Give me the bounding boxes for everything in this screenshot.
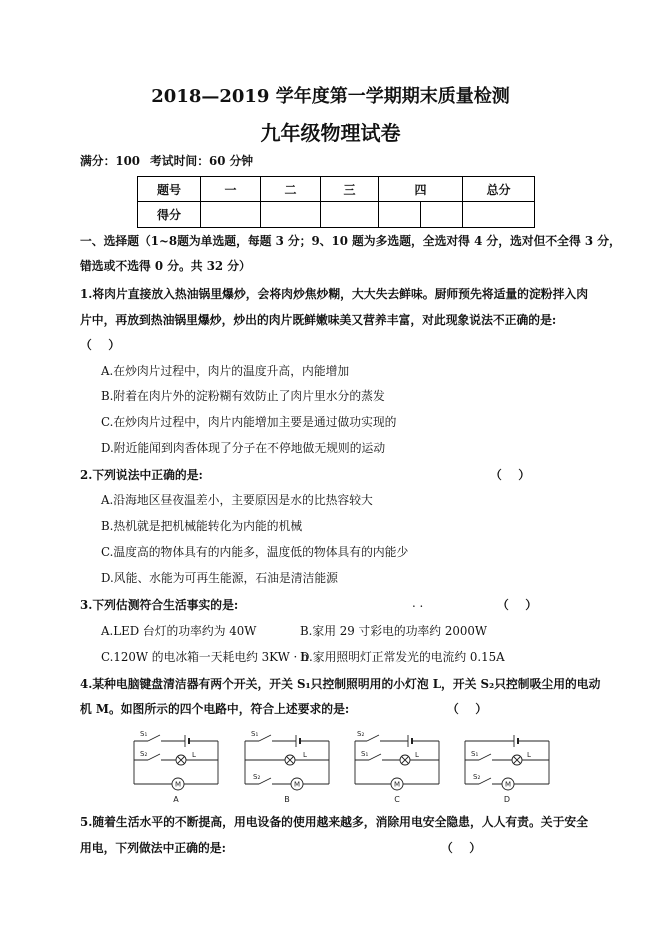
lamp-label: L <box>415 751 419 759</box>
answer-blank: （ ） <box>441 841 482 855</box>
score-table-header-cell: 二 <box>261 177 321 202</box>
lamp-label: L <box>192 751 196 759</box>
motor-label: M <box>293 780 301 789</box>
lamp-label: L <box>303 751 307 759</box>
answer-blank: （ ） <box>497 598 538 612</box>
switch-label: S₂ <box>253 773 261 781</box>
circuit-diagram-b <box>241 726 333 806</box>
circuit-wire <box>355 741 439 784</box>
option-b: B.家用 29 寸彩电的功率约 2000W <box>300 624 487 638</box>
score-cell <box>421 202 463 228</box>
score-cell <box>379 202 421 228</box>
question-3-stem: 3.下列估测符合生活事实的是: <box>80 598 239 612</box>
answer-blank: （ ） <box>80 338 121 352</box>
question-2-stem: 2.下列说法中正确的是: <box>80 468 203 482</box>
switch-label: S₁ <box>361 750 369 758</box>
switch-label: S₂ <box>473 773 481 781</box>
score-cell <box>321 202 379 228</box>
option-d: D.附近能闻到肉香体现了分子在不停地做无规则的运动 <box>101 441 386 455</box>
switch-label: S₂ <box>140 750 148 758</box>
section-heading: 一、选择题（1~8题为单选题，每题 3 分；9、10 题为多选题，全选对得 4 分，选对但不全得 3 分， <box>80 234 621 248</box>
score-table <box>137 176 535 228</box>
score-cell <box>463 202 535 228</box>
question-4-stem: 机 M。如图所示的四个电路中，符合上述要求的是: <box>80 702 350 716</box>
stray-mark: . . <box>412 596 424 610</box>
option-c: C.在炒肉片过程中，肉片内能增加主要是通过做功实现的 <box>101 415 397 429</box>
motor-label: M <box>174 780 182 789</box>
score-table-header-cell: 四 <box>379 177 463 202</box>
option-c: C.120W 的电冰箱一天耗电约 3KW · h <box>101 650 309 664</box>
question-1-stem: 1.将肉片直接放入热油锅里爆炒，会将肉炒焦炒糊，大大失去鲜味。厨师预先将适量的淀粉拌入肉 <box>80 287 588 301</box>
option-c: C.温度高的物体具有的内能多，温度低的物体具有的内能少 <box>101 545 409 559</box>
score-table-score-row <box>138 202 535 228</box>
motor-label: M <box>504 780 512 789</box>
score-table-header-cell: 一 <box>201 177 261 202</box>
option-a: A.沿海地区昼夜温差小，主要原因是水的比热容较大 <box>101 493 373 507</box>
answer-blank: （ ） <box>447 702 488 716</box>
full-score: 满分：100 <box>80 154 141 168</box>
option-a: A.LED 台灯的功率约为 40W <box>101 624 257 638</box>
switch-s2-branch <box>355 735 439 741</box>
score-table-header-cell: 三 <box>321 177 379 202</box>
answer-blank: （ ） <box>490 468 531 482</box>
circuit-diagram-d <box>461 726 553 806</box>
option-d: D.家用照明灯正常发光的电流约 0.15A <box>300 650 505 664</box>
option-a: A.在炒肉片过程中，肉片的温度升高，内能增加 <box>101 364 350 378</box>
score-table-row-label: 得分 <box>138 202 201 228</box>
circuit-option-label: C <box>394 795 400 804</box>
circuit-wire <box>134 741 218 784</box>
score-table-header-cell: 总分 <box>463 177 535 202</box>
motor-label: M <box>393 780 401 789</box>
circuit-diagram-c <box>351 726 443 806</box>
question-5-stem: 用电，下列做法中正确的是: <box>80 841 226 855</box>
circuit-option-label: B <box>284 795 290 804</box>
option-d: D.风能、水能为可再生能源，石油是清洁能源 <box>101 571 338 585</box>
section-heading: 错选或不选得 0 分。共 32 分） <box>80 259 251 273</box>
score-table-header-row <box>138 177 535 202</box>
question-1-stem: 片中，再放到热油锅里爆炒，炒出的肉片既鲜嫩味美又营养丰富，对此现象说法不正确的是: <box>80 313 557 327</box>
switch-label: S₁ <box>251 730 259 738</box>
exam-duration: 考试时间：60 分钟 <box>150 154 254 168</box>
exam-title: 2018—2019 学年度第一学期期末质量检测 <box>151 86 510 107</box>
question-4-stem: 4.某种电脑键盘清洁器有两个开关，开关 S₁只控制照明用的小灯泡 L，开关 S₂只控制吸尘用的电动 <box>80 677 601 691</box>
question-5-stem: 5.随着生活水平的不断提高，用电设备的使用越来越多，消除用电安全隐患，人人有责。关于安全 <box>80 815 588 829</box>
score-cell <box>261 202 321 228</box>
switch-label: S₁ <box>140 730 148 738</box>
score-cell <box>201 202 261 228</box>
circuit-diagram-a <box>130 726 222 806</box>
circuit-option-label: A <box>173 795 179 804</box>
score-table-header-cell: 题号 <box>138 177 201 202</box>
switch-label: S₂ <box>357 730 365 738</box>
option-b: B.热机就是把机械能转化为内能的机械 <box>101 519 303 533</box>
option-b: B.附着在肉片外的淀粉糊有效防止了肉片里水分的蒸发 <box>101 389 385 403</box>
circuit-option-label: D <box>503 795 511 804</box>
lamp-label: L <box>527 751 531 759</box>
exam-subtitle: 九年级物理试卷 <box>260 121 401 145</box>
switch-label: S₁ <box>471 750 479 758</box>
